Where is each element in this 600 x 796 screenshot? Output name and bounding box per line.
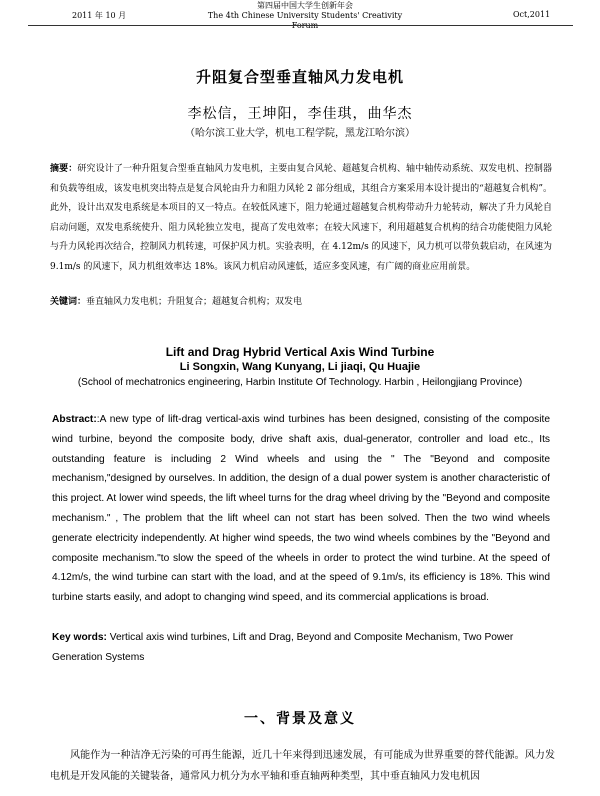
keywords-en-label: Key words: bbox=[52, 632, 107, 643]
keywords-cn bbox=[50, 294, 552, 307]
abstract-en bbox=[52, 410, 550, 608]
header-conference-en: The 4th Chinese University Students' Creativity Forum bbox=[207, 11, 403, 30]
body-paragraph: 风能作为一种洁净无污染的可再生能源，近几十年来得到迅速发展，有可能成为世界重要的替代能源。风力发电机是开发风能的关键装备，通常风力机分为水平轴和垂直轴两种类型，其中垂直轴风力发电机因 bbox=[50, 750, 555, 782]
header-rule bbox=[28, 25, 573, 26]
header-conference-cn: 第四届中国大学生创新年会 bbox=[257, 1, 353, 10]
paper-title-en: Lift and Drag Hybrid Vertical Axis Wind Turbine bbox=[165, 345, 435, 359]
keywords-cn-text: 垂直轴风力发电机；升阻复合；超越复合机构；双发电 bbox=[86, 297, 303, 307]
section-heading: 一、背景及意义 bbox=[244, 711, 356, 727]
header-date: 2011 年 10 月 bbox=[72, 11, 127, 20]
header-date-en: Oct,2011 bbox=[513, 10, 551, 19]
affiliation-en: (School of mechatronics engineering, Harbin Institute Of Technology. Harbin , Heilongjiang Province) bbox=[77, 377, 523, 388]
abstract-cn-text: 研究设计了一种升阻复合型垂直轴风力发电机，主要由复合风轮、超越复合机构、轴中轴传动系统、双发电机、控制器和负载等组成，该发电机突出特点是复合风轮由升力和阻力风轮 2 部分组成，其组合方案采用本设计提出的“超越复合机构”。此外，设计出双发电系统是本项目的又一特点。在较低风速下，阻力轮通过超越复合机构带动升力轮转动，解决了升力风轮自启动问题，双发电系统使升、阻力风轮独立发电，提高了发电效率；在较大风速下，利用超越复合机构的结合功能使阻力风轮与升力风轮再次结合，控制风力机转速，可保护风力机。实验表明，在 4.12m/s 的风速下，风力机可以带负载启动，在风速为 9.1m/s 的风速下，风力机组效率达 18%。该风力机启动风速低，适应多变风速，有广阔的商业应用前景。 bbox=[50, 164, 552, 272]
paper-title-cn: 升阻复合型垂直轴风力发电机 bbox=[195, 68, 404, 86]
abstract-cn bbox=[50, 160, 552, 278]
header-conference bbox=[200, 1, 410, 31]
keywords-cn-label: 关键词： bbox=[50, 297, 87, 307]
abstract-en-label: Abstract: bbox=[52, 414, 97, 425]
authors-en: Li Songxin, Wang Kunyang, Li jiaqi, Qu Huajie bbox=[179, 361, 421, 373]
abstract-cn-label: 摘要： bbox=[50, 164, 78, 174]
affiliation-cn: （哈尔滨工业大学，机电工程学院，黑龙江哈尔滨） bbox=[185, 128, 415, 139]
authors-cn: 李松信，王坤阳，李佳琪，曲华杰 bbox=[187, 106, 413, 122]
page-header bbox=[0, 0, 600, 30]
abstract-en-text: :A new type of lift-drag vertical-axis wind turbines has been designed, consisting of the composite wind turbine, beyond the composite body, drive shaft axis, dual-generator, controller and load etc., Its outstanding feature is including 2 Wind wheels and using the " The "Beyond and composite mechanism,"designed by ourselves. In addition, the design of a dual power system is another characteristic of this project. At lower wind speeds, the lift wheel turns for the drag wheel driving by the "Beyond and composite mechanism." , The problem that the lift wheel can not start has been solved. Then the two wind wheels generate electricity independently. At higher wind speeds, the two wind wheels combines by the "Beyond and composite mechanism."to slow the speed of the wheels in order to protect the wind turbine. At the speed of 4.12m/s, the wind turbine can start with the load, and at the speed of 9.1m/s, its efficiency is 18%. This wind turbine starts easily, and adopt to changing wind speed, and its commercial applications is broad. bbox=[52, 414, 550, 604]
keywords-en-text: Vertical axis wind turbines, Lift and Drag, Beyond and Composite Mechanism, Two Power Generation Systems bbox=[52, 632, 514, 663]
keywords-en bbox=[52, 628, 550, 667]
